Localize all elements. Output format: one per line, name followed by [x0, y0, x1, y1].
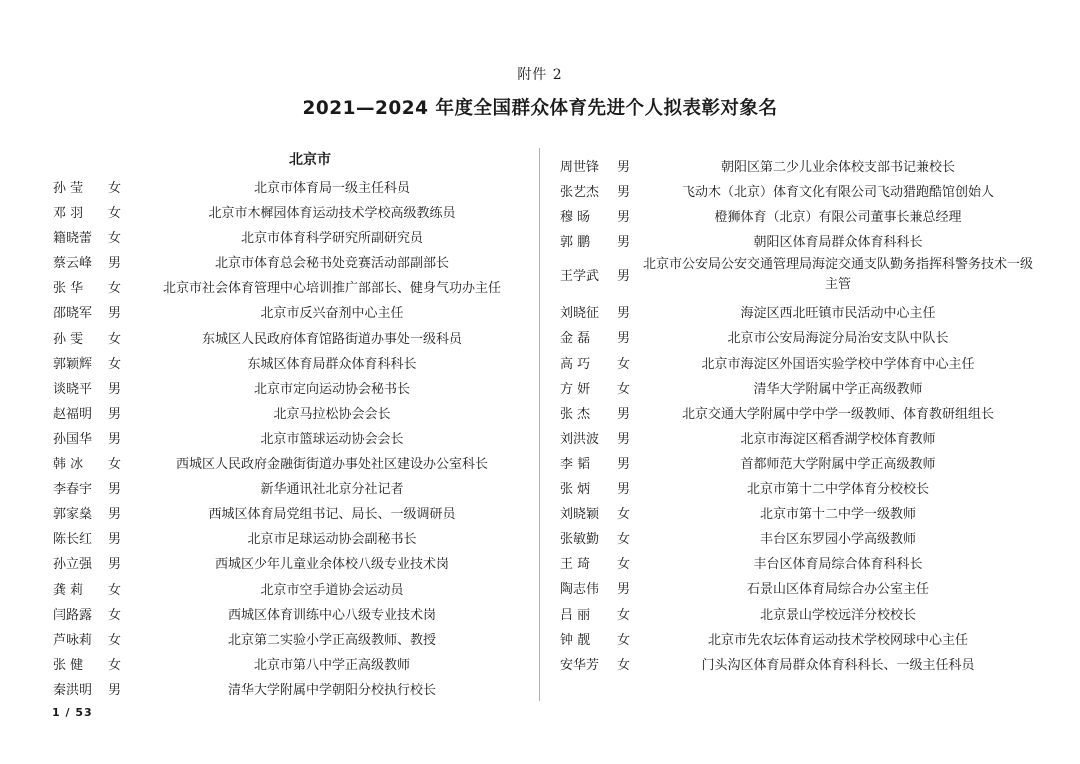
list-item [40, 448, 520, 473]
person-title: 北京市定向运动协会秘书长 [253, 381, 410, 397]
person-name: 张 健 [53, 657, 84, 673]
list-item [40, 674, 520, 699]
list-item [40, 348, 520, 373]
list-item [40, 323, 520, 348]
person-title: 北京交通大学附属中学中学一级教师、体育教研组组长 [681, 406, 994, 422]
person-name: 谈晓平 [53, 381, 93, 397]
person-title: 北京市公安局海淀分局治安支队中队长 [727, 331, 949, 347]
person-gender: 女 [108, 206, 122, 222]
person-title: 朝阳区体育局群众体育科科长 [753, 235, 923, 251]
right-column [548, 151, 1048, 674]
person-title: 门头沟区体育局群众体育科科长、一级主任科员 [701, 657, 975, 673]
person-title: 北京市篮球运动协会会长 [260, 431, 404, 447]
person-gender: 男 [617, 406, 631, 422]
person-name: 孙立强 [53, 557, 93, 573]
list-item [40, 222, 520, 247]
person-title: 西城区体育局党组书记、局长、一级调研员 [208, 507, 456, 523]
person-name: 王 琦 [560, 557, 591, 573]
person-title: 北京市体育总会秘书处竞赛活动部副部长 [214, 256, 449, 272]
person-gender: 男 [617, 235, 631, 251]
person-gender: 男 [108, 431, 122, 447]
person-name: 刘晓颖 [560, 507, 600, 523]
person-gender: 女 [108, 281, 122, 297]
person-gender: 男 [108, 256, 122, 272]
person-gender: 男 [108, 507, 122, 523]
person-gender: 男 [617, 160, 631, 175]
list-item [548, 649, 1048, 674]
person-gender: 女 [108, 231, 122, 247]
left-column [40, 148, 520, 699]
person-gender: 男 [617, 456, 631, 472]
person-gender: 男 [108, 682, 122, 698]
person-gender: 女 [617, 356, 631, 372]
person-title: 北京市海淀区外国语实验学校中学体育中心主任 [701, 356, 975, 372]
person-title: 北京市反兴奋剂中心主任 [260, 306, 404, 322]
column-divider [539, 148, 540, 701]
person-title: 北京市社会体育管理中心培训推广部部长、健身气功办主任 [162, 281, 501, 297]
list-item [40, 272, 520, 297]
person-name: 邵晓军 [53, 306, 93, 322]
person-name: 穆 旸 [560, 210, 591, 226]
person-gender: 男 [617, 582, 631, 598]
person-title: 丰台区体育局综合体育科科长 [753, 557, 923, 573]
person-name: 闫路露 [53, 607, 93, 623]
person-gender: 女 [108, 582, 122, 598]
list-item [548, 201, 1048, 226]
person-gender: 女 [108, 657, 122, 673]
person-gender: 女 [108, 331, 122, 347]
person-title: 北京景山学校远洋分校校长 [759, 607, 916, 623]
person-name: 安华芳 [560, 657, 600, 673]
right-rows [548, 151, 1048, 674]
person-name: 孙国华 [53, 431, 93, 447]
person-title: 橙狮体育（北京）有限公司董事长兼总经理 [714, 210, 962, 226]
list-item [40, 498, 520, 523]
person-gender: 女 [108, 457, 122, 473]
person-title: 首都师范大学附属中学正高级教师 [740, 456, 936, 472]
person-name: 方 妍 [560, 381, 591, 397]
person-title: 北京市先农坛体育运动技术学校网球中心主任 [707, 632, 968, 648]
list-item [548, 398, 1048, 423]
person-name: 吕 丽 [560, 607, 591, 623]
list-item [40, 624, 520, 649]
list-item [548, 548, 1048, 573]
list-item [40, 574, 520, 599]
list-item [548, 473, 1048, 498]
left-rows [40, 172, 520, 699]
person-gender: 男 [108, 532, 122, 548]
person-gender: 女 [617, 507, 631, 523]
person-title: 朝阳区第二少儿业余体校支部书记兼校长 [720, 160, 955, 175]
list-item [40, 297, 520, 322]
person-title: 北京市体育科学研究所副研究员 [240, 231, 423, 247]
person-title: 北京市体育局一级主任科员 [253, 181, 410, 196]
person-title: 石景山区体育局综合办公室主任 [746, 582, 929, 598]
list-item [40, 172, 520, 197]
list-item [548, 448, 1048, 473]
person-name: 张敏勤 [560, 532, 600, 548]
list-item [40, 599, 520, 624]
list-item [548, 599, 1048, 624]
person-title: 清华大学附属中学朝阳分校执行校长 [227, 682, 436, 698]
person-name: 陶志伟 [560, 582, 600, 598]
list-item [548, 498, 1048, 523]
person-name: 孙 莹 [53, 181, 84, 196]
person-name: 郭家燊 [53, 507, 93, 523]
person-name: 芦咏莉 [53, 632, 93, 648]
list-item [40, 649, 520, 674]
person-name: 秦洪明 [53, 682, 93, 698]
person-gender: 女 [108, 607, 122, 623]
list-item [548, 348, 1048, 373]
list-item [40, 373, 520, 398]
person-name: 孙 雯 [53, 331, 84, 347]
person-title: 北京市公安局公安交通管理局海淀交通支队勤务指挥科警务技术一级主管 [642, 257, 1033, 293]
list-item [548, 251, 1048, 297]
list-item [548, 226, 1048, 251]
person-name: 邓 羽 [53, 206, 84, 222]
person-name: 钟 靓 [560, 632, 591, 648]
person-title: 北京市第十二中学体育分校校长 [746, 482, 929, 498]
person-gender: 男 [108, 306, 122, 322]
person-name: 赵福明 [53, 406, 93, 422]
person-gender: 男 [108, 557, 122, 573]
person-title: 丰台区东罗园小学高级教师 [759, 532, 916, 548]
person-gender: 女 [108, 356, 122, 372]
person-name: 张 杰 [560, 406, 591, 422]
person-gender: 男 [617, 210, 631, 226]
person-gender: 男 [108, 381, 122, 397]
person-name: 陈长红 [53, 532, 93, 548]
list-item [548, 176, 1048, 201]
person-title: 飞动木（北京）体育文化有限公司飞动猎跑酷馆创始人 [681, 185, 994, 201]
person-name: 王学武 [560, 269, 600, 285]
list-item [548, 373, 1048, 398]
person-title: 北京第二实验小学正高级教师、教授 [227, 632, 436, 648]
list-item [40, 247, 520, 272]
person-gender: 女 [108, 632, 122, 648]
list-item [548, 151, 1048, 176]
person-gender: 女 [617, 632, 631, 648]
person-name: 李春宇 [53, 482, 93, 498]
person-title: 东城区体育局群众体育科科长 [247, 356, 417, 372]
person-name: 张 华 [53, 281, 84, 297]
attachment-label: 附件 2 [517, 67, 563, 83]
list-item [40, 398, 520, 423]
list-item [548, 423, 1048, 448]
person-title: 新华通讯社北京分社记者 [260, 482, 404, 498]
list-item [40, 423, 520, 448]
person-name: 郭颖辉 [53, 356, 93, 372]
person-gender: 男 [108, 482, 122, 498]
person-title: 西城区少年儿童业余体校八级专业技术岗 [214, 557, 449, 573]
person-gender: 女 [617, 607, 631, 623]
person-gender: 男 [617, 185, 631, 201]
person-gender: 男 [108, 406, 122, 422]
person-name: 郭 鹏 [560, 235, 591, 251]
person-gender: 男 [617, 269, 631, 285]
list-item [548, 297, 1048, 322]
person-name: 张艺杰 [560, 185, 600, 201]
person-title: 北京市海淀区稻香湖学校体育教师 [740, 431, 936, 447]
person-gender: 男 [617, 431, 631, 447]
person-name: 李 韬 [560, 456, 591, 472]
person-gender: 男 [617, 306, 631, 322]
person-title: 北京市第八中学正高级教师 [253, 657, 410, 673]
list-item [548, 573, 1048, 598]
person-name: 周世锋 [560, 160, 600, 175]
person-gender: 女 [617, 657, 631, 673]
list-item [40, 523, 520, 548]
person-name: 蔡云峰 [53, 256, 93, 272]
person-title: 清华大学附属中学正高级教师 [753, 381, 923, 397]
document-title: 2021—2024 年度全国群众体育先进个人拟表彰对象名 [302, 98, 778, 119]
person-title: 西城区人民政府金融街街道办事处社区建设办公室科长 [175, 457, 488, 473]
person-title: 西城区体育训练中心八级专业技术岗 [227, 607, 436, 623]
person-title: 东城区人民政府体育馆路街道办事处一级科员 [201, 331, 462, 347]
person-name: 龚 莉 [53, 582, 84, 598]
person-title: 北京市空手道协会运动员 [260, 582, 404, 598]
person-gender: 女 [617, 557, 631, 573]
person-name: 刘洪波 [560, 431, 600, 447]
person-name: 韩 冰 [53, 457, 84, 473]
person-gender: 男 [617, 331, 631, 347]
list-item [40, 473, 520, 498]
person-gender: 男 [617, 482, 631, 498]
person-name: 高 巧 [560, 356, 591, 372]
person-name: 张 炳 [560, 482, 591, 498]
list-item [40, 197, 520, 222]
list-item [548, 523, 1048, 548]
person-name: 籍晓蕾 [53, 231, 93, 247]
person-title: 北京马拉松协会会长 [273, 406, 391, 422]
list-item [40, 548, 520, 573]
person-gender: 女 [108, 181, 122, 196]
person-title: 北京市足球运动协会副秘书长 [247, 532, 417, 548]
person-title: 海淀区西北旺镇市民活动中心主任 [740, 306, 936, 322]
person-name: 金 磊 [560, 331, 591, 347]
person-name: 刘晓征 [560, 306, 600, 322]
city-heading: 北京市 [289, 152, 331, 168]
person-gender: 女 [617, 532, 631, 548]
person-title: 北京市木樨园体育运动技术学校高级教练员 [208, 206, 456, 222]
person-gender: 女 [617, 381, 631, 397]
person-title: 北京市第十二中学一级教师 [759, 507, 916, 523]
page-number: 1 / 53 [52, 706, 93, 719]
list-item [548, 322, 1048, 347]
list-item [548, 624, 1048, 649]
